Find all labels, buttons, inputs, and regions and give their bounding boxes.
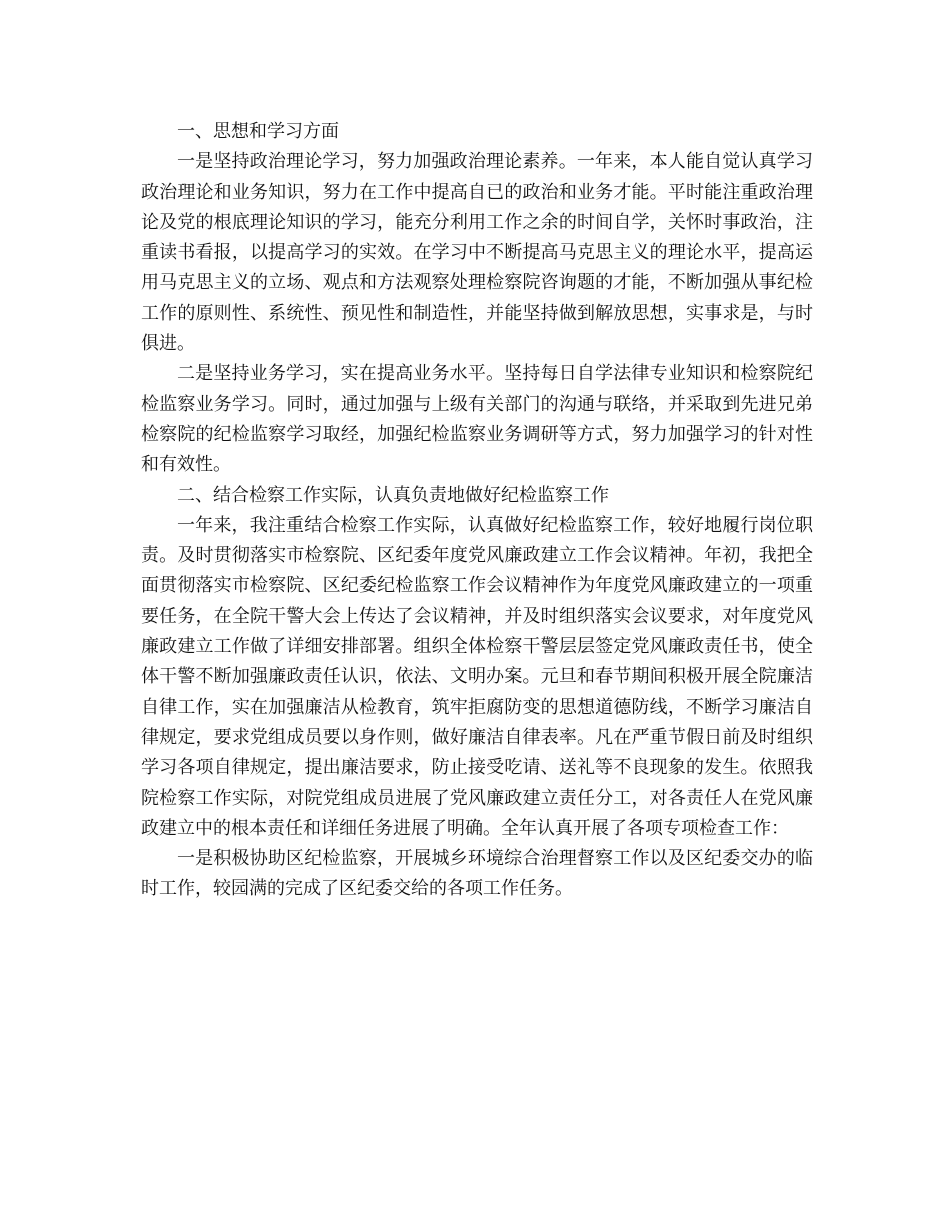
paragraph: 一是积极协助区纪检监察，开展城乡环境综合治理督察工作以及区纪委交办的临时工作，较园满的完成了区纪委交给的各项工作任务。 xyxy=(141,848,813,900)
paragraph: 一是坚持政治理论学习，努力加强政治理论素养。一年来，本人能自觉认真学习政治理论和业务知识，努力在工作中提高自已的政治和业务才能。平时能注重政治理论及党的根底理论知识的学习，能充分利用工作之余的时间自学，关怀时事政治，注重读书看报，以提高学习的实效。在学习中不断提高马克思主义的理论水平，提高运用马克思主义的立场、观点和方法观察处理检察院咨询题的才能，不断加强从事纪检工作的原则性、系统性、预见性和制造性，并能坚持做到解放思想，实事求是，与时俱进。 xyxy=(141,151,813,355)
section-heading: 二、结合检察工作实际，认真负责地做好纪检监察工作 xyxy=(177,484,609,506)
paragraph: 一年来，我注重结合检察工作实际，认真做好纪检监察工作，较好地履行岗位职责。及时贯彻落实市检察院、区纪委年度党风廉政建立工作会议精神。年初，我把全面贯彻落实市检察院、区纪委纪检监察工作会议精神作为年度党风廉政建立的一项重要任务，在全院干警大会上传达了会议精神，并及时组织落实会议要求，对年度党风廉政建立工作做了详细安排部署。组织全体检察干警层层签定党风廉政责任书，使全体干警不断加强廉政责任认识，依法、文明办案。元旦和春节期间积极开展全院廉洁自律工作，实在加强廉洁从检教育，筑牢拒腐防变的思想道德防线，不断学习廉洁自律规定，要求党组成员要以身作则，做好廉洁自律表率。凡在严重节假日前及时组织学习各项自律规定，提出廉洁要求，防止接受吃请、送礼等不良现象的发生。依照我院检察工作实际，对院党组成员进展了党风廉政建立责任分工，对各责任人在党风廉政建立中的根本责任和详细任务进展了明确。全年认真开展了各项专项检查工作： xyxy=(141,514,813,839)
section-heading: 一、思想和学习方面 xyxy=(177,121,339,142)
paragraph: 二是坚持业务学习，实在提高业务水平。坚持每日自学法律专业知识和检察院纪检监察业务学习。同时，通过加强与上级有关部门的沟通与联络，并采取到先进兄弟检察院的纪检监察学习取经，加强纪检监察业务调研等方式，努力加强学习的针对性和有效性。 xyxy=(141,363,813,476)
document-body xyxy=(141,117,813,905)
